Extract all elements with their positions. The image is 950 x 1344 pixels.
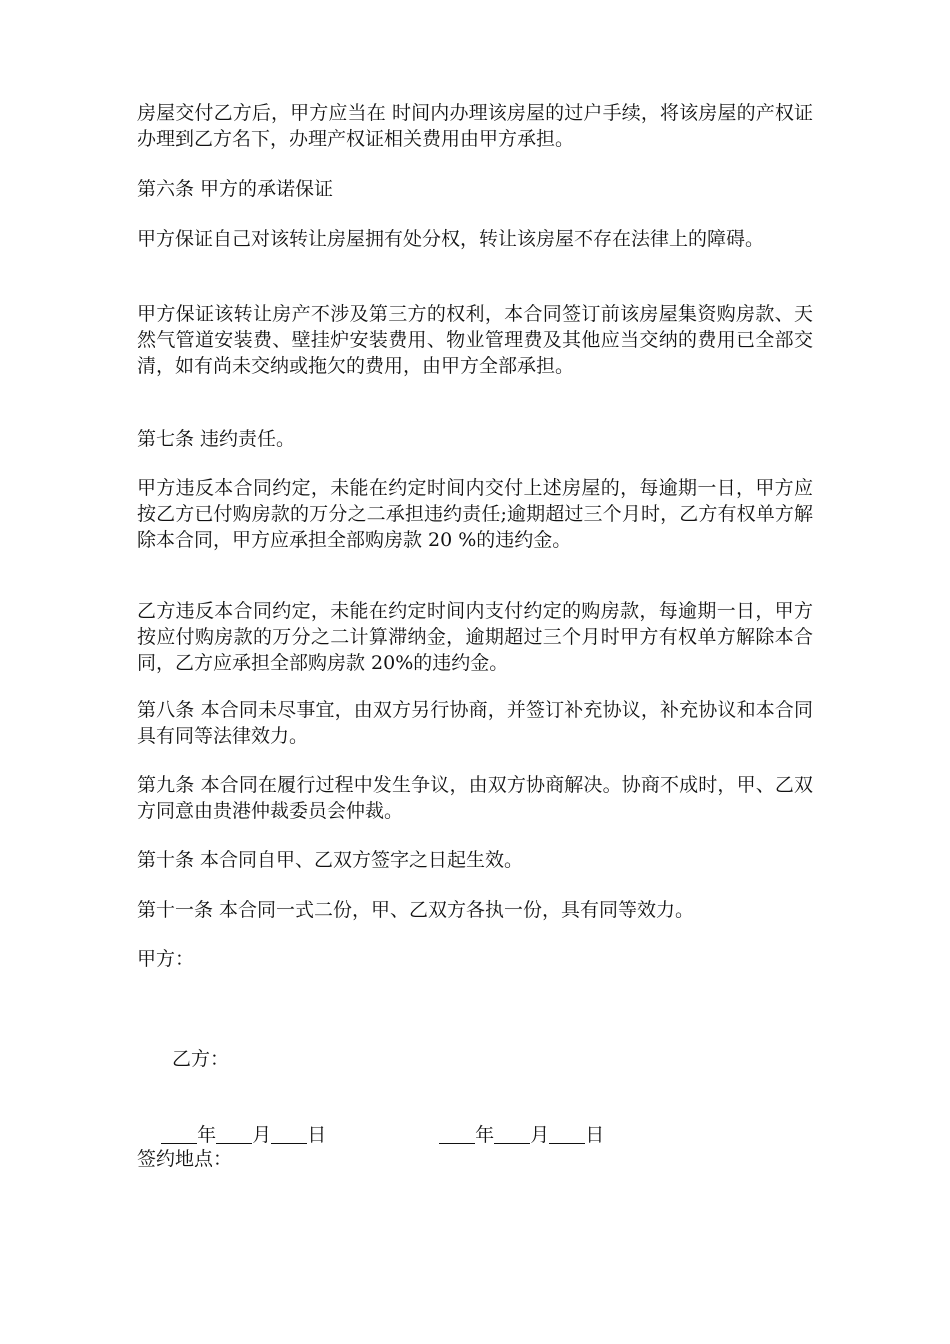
month-blank [494, 1125, 530, 1144]
article-11: 第十一条 本合同一式二份，甲、乙双方各执一份，具有同等效力。 [137, 899, 695, 921]
date-line-party-b [415, 1096, 604, 1174]
month-blank [216, 1125, 252, 1144]
year-label: 年 [475, 1124, 495, 1146]
signing-place-label: 签约地点： [137, 1148, 233, 1170]
party-b-label: 乙方： [172, 1048, 230, 1070]
article-6-paragraph-2: 甲方保证该转让房产不涉及第三方的权利，本合同签订前该房屋集资购房款、天然气管道安装费、壁挂炉安装费用、物业管理费及其他应当交纳的费用已全部交清，如有尚未交纳或拖欠的费用，由甲方全部承担。 [137, 303, 813, 377]
day-blank [549, 1125, 585, 1144]
article-9: 第九条 本合同在履行过程中发生争议，由双方协商解决。协商不成时，甲、乙双方同意由贵港仲裁委员会仲裁。 [137, 774, 813, 822]
article-10: 第十条 本合同自甲、乙双方签字之日起生效。 [137, 849, 524, 871]
day-label: 日 [307, 1124, 327, 1146]
article-7-heading: 第七条 违约责任。 [137, 428, 296, 450]
article-7-paragraph-2: 乙方违反本合同约定，未能在约定时间内支付约定的购房款，每逾期一日，甲方按应付购房款的万分之二计算滞纳金，逾期超过三个月时甲方有权单方解除本合同，乙方应承担全部购房款 20%的违约金。 [137, 600, 813, 674]
party-a-label: 甲方： [137, 948, 195, 970]
year-label: 年 [197, 1124, 217, 1146]
article-8: 第八条 本合同未尽事宜，由双方另行协商，并签订补充协议，补充协议和本合同具有同等法律效力。 [137, 699, 813, 747]
year-blank [161, 1125, 197, 1144]
day-label: 日 [585, 1124, 605, 1146]
month-label: 月 [252, 1124, 272, 1146]
day-blank [271, 1125, 307, 1144]
article-7-paragraph-1: 甲方违反本合同约定，未能在约定时间内交付上述房屋的，每逾期一日，甲方应按乙方已付购房款的万分之二承担违约责任;逾期超过三个月时，乙方有权单方解除本合同，甲方应承担全部购房款 20 %的违约金。 [137, 477, 813, 551]
month-label: 月 [530, 1124, 550, 1146]
article-6-paragraph-1: 甲方保证自己对该转让房屋拥有处分权，转让该房屋不存在法律上的障碍。 [137, 228, 765, 250]
paragraph-transfer: 房屋交付乙方后，甲方应当在 时间内办理该房屋的过户手续，将该房屋的产权证办理到乙方名下，办理产权证相关费用由甲方承担。 [137, 102, 813, 150]
article-6-heading: 第六条 甲方的承诺保证 [137, 178, 334, 200]
year-blank [439, 1125, 475, 1144]
